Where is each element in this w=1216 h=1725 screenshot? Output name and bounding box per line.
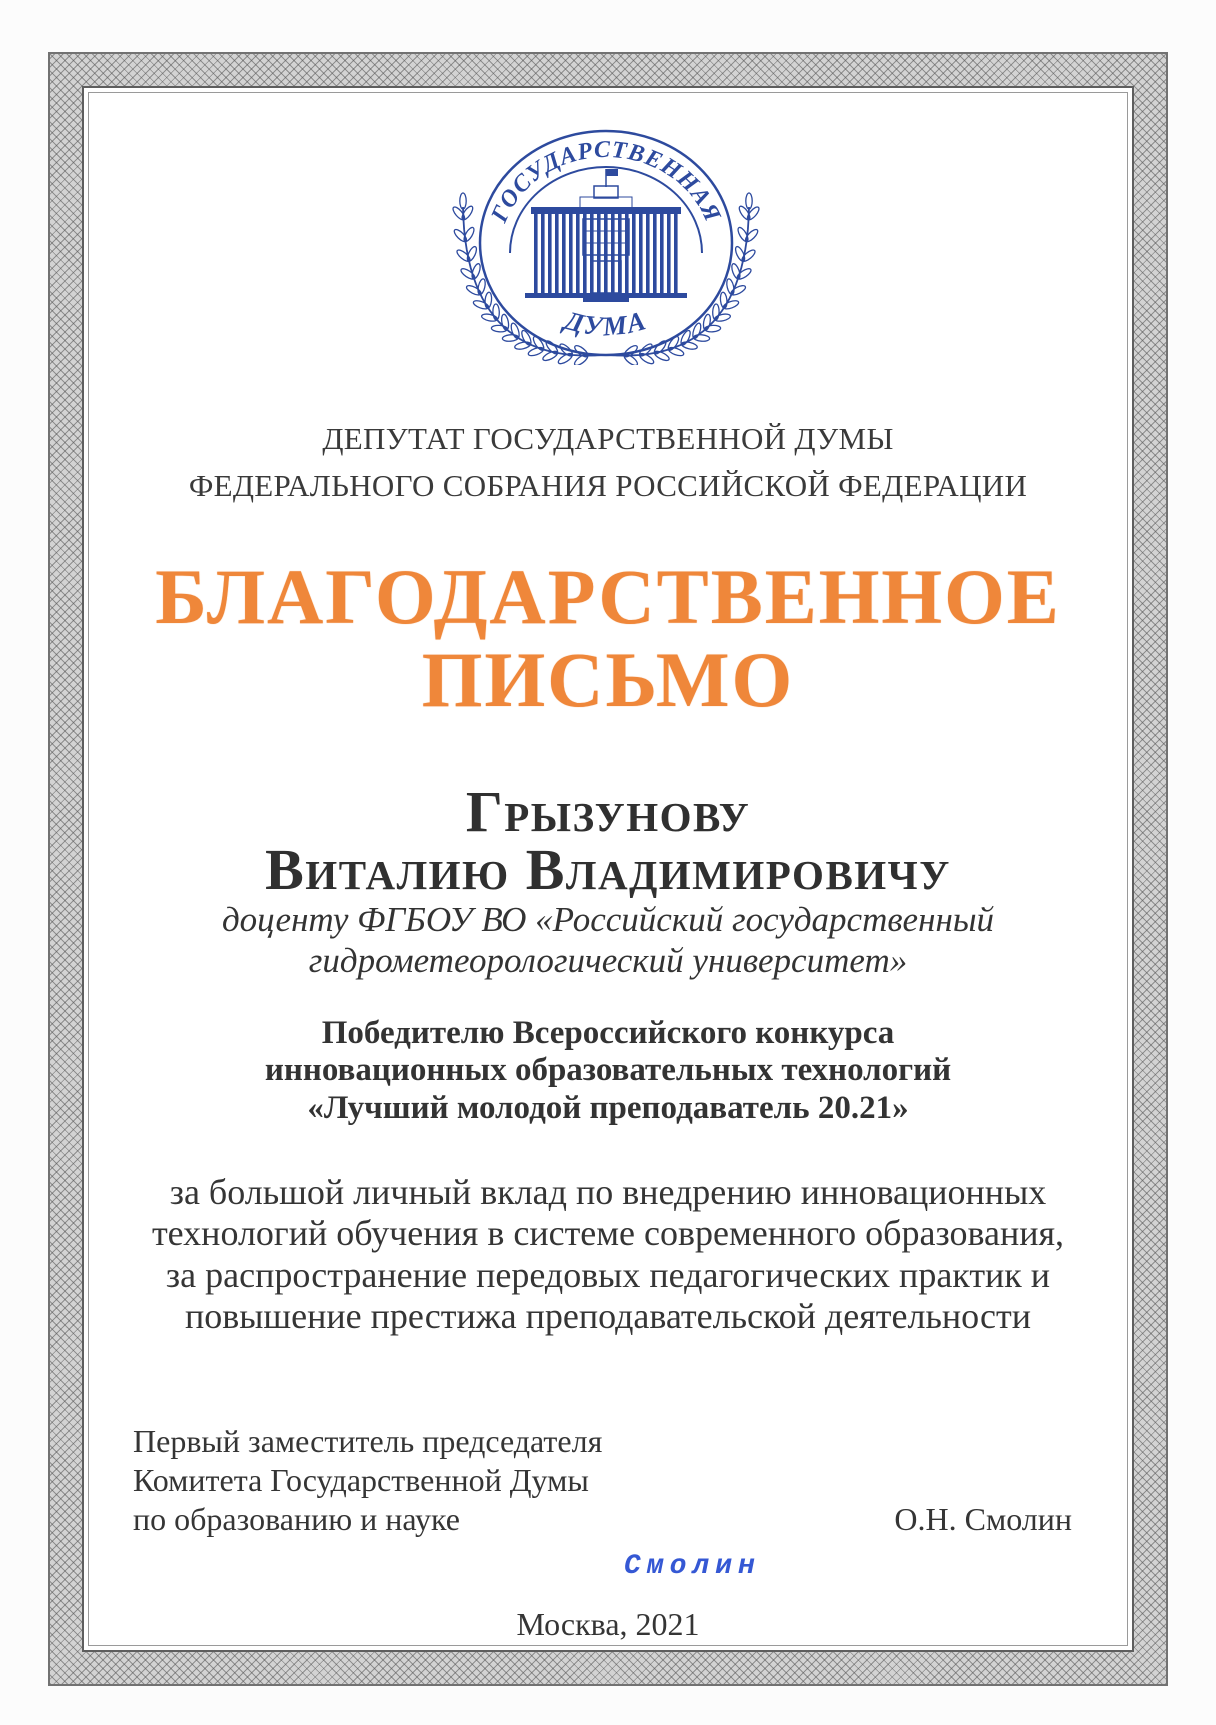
laurel-leaf [472, 299, 489, 310]
header-line-2: ФЕДЕРАЛЬНОГО СОБРАНИЯ РОССИЙСКОЙ ФЕДЕРАЦИИ [188, 468, 1028, 503]
reason-line-3: за распространение передовых педагогических практик и [165, 1255, 1051, 1295]
signatory-title-line-1: Первый заместитель председателя [133, 1423, 603, 1459]
recipient-position-line-1: доценту ФГБОУ ВО «Российский государственный [221, 900, 995, 939]
duma-building [525, 169, 687, 302]
laurel-leaf [730, 263, 741, 280]
laurel-leaf [527, 346, 544, 357]
laurel-leaf [460, 193, 466, 209]
laurel-leaf [470, 263, 481, 280]
emblem-ribbon-text: ДУМА [561, 304, 651, 342]
laurel-leaf [722, 299, 739, 310]
building-roof [531, 207, 681, 214]
recipient-surname: Грызунову [465, 779, 751, 844]
signatory-title-line-2: Комитета Государственной Думы [133, 1462, 589, 1498]
document-title-line-1: БЛАГОДАРСТВЕННОЕ [155, 553, 1061, 640]
recipient-given-names: Виталию Владимировичу [265, 837, 951, 902]
reason-line-2: технологий обучения в системе современного образования, [151, 1213, 1065, 1253]
award-line-3: «Лучший молодой преподаватель 20.21» [307, 1090, 909, 1126]
reason-line-1: за большой личный вклад по внедрению инновационных [169, 1172, 1047, 1212]
emblem-arc-text: ГОСУДАРСТВЕННАЯ [486, 136, 726, 227]
emblem-ribbon-label [559, 304, 651, 342]
state-duma-emblem [443, 103, 769, 365]
signatory-title-line-3: по образованию и науке [133, 1501, 460, 1537]
building-base [525, 293, 687, 298]
place-and-date: Москва, 2021 [516, 1606, 700, 1642]
document-title-line-2: ПИСЬМО [421, 636, 795, 723]
laurel-leaf [667, 346, 684, 357]
recipient-position-line-2: гидрометеорологический университет» [308, 941, 908, 980]
building-tower [594, 186, 618, 198]
award-line-1: Победителю Всероссийского конкурса [321, 1015, 895, 1051]
signature: Смолин [624, 1551, 761, 1582]
signatory-title [133, 1422, 602, 1539]
flag [606, 169, 618, 176]
header-line-1: ДЕПУТАТ ГОСУДАРСТВЕННОЙ ДУМЫ [322, 421, 894, 456]
building-columns [533, 214, 679, 293]
reason-line-4: повышение престижа преподавательской деятельности [184, 1296, 1032, 1336]
building-steps [583, 298, 629, 302]
laurel-leaf [746, 193, 752, 209]
signatory-name: О.Н. Смолин [894, 1501, 1072, 1537]
award-line-2: инновационных образовательных технологий [264, 1052, 952, 1088]
